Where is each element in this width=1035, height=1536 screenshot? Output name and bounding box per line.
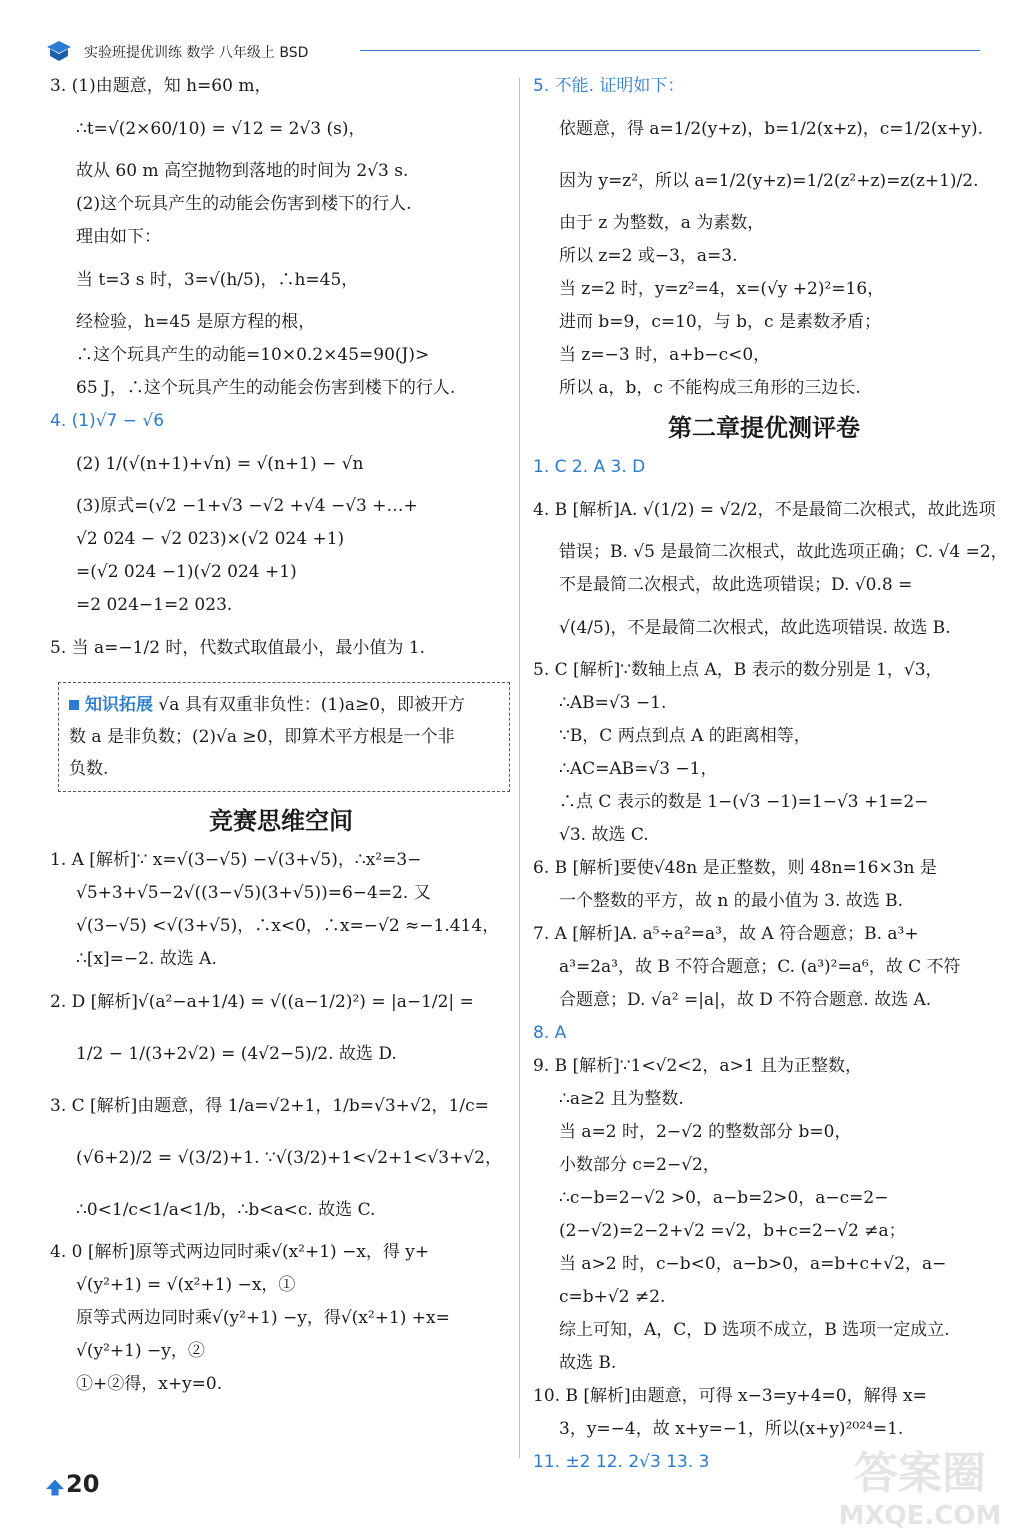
text-line: (2) 1/(√(n+1)+√n) = √(n+1) − √n [76, 454, 364, 474]
text-line: ①+②得，x+y=0. [76, 1374, 223, 1394]
watermark-logo [820, 1440, 1020, 1530]
watermark-text: 答案圈 [854, 1448, 986, 1499]
text-line: ∴t=√(2×60/10) = √12 = 2√3 (s)， [76, 119, 366, 139]
text-line: 当 a=2 时，2−√2 的整数部分 b=0， [559, 1122, 852, 1142]
text-line: 故选 B. [559, 1353, 617, 1373]
text-line: 65 J，∴这个玩具产生的动能会伤害到楼下的行人. [76, 378, 456, 398]
text-line: 1/2 − 1/(3+2√2) = (4√2−5)/2. 故选 D. [76, 1044, 397, 1064]
text-line: 2. D [解析]√(a²−a+1/4) = √((a−1/2)²) = |a−1/2| = [50, 992, 474, 1012]
text-line: ∴AB=√3 −1. [559, 693, 667, 713]
text-line: 当 z=−3 时，a+b−c<0， [559, 345, 771, 365]
text-line: ∴a≥2 且为整数. [559, 1089, 684, 1109]
text-line: √5+3+√5−2√((3−√5)(3+√5))=6−4=2. 又 [76, 883, 431, 903]
text-line: 4. (1)√7 − √6 [50, 411, 165, 431]
text-line: 理由如下： [76, 227, 161, 247]
text-line: 不是最简二次根式，故此选项错误；D. √0.8 = [559, 575, 913, 595]
text-line: =(√2 024 −1)(√2 024 +1) [76, 562, 297, 582]
text-line: ∴c−b=2−√2 >0，a−b=2>0，a−c=2− [559, 1188, 889, 1208]
text-line: 综上可知，A，C，D 选项不成立，B 选项一定成立. [559, 1320, 950, 1340]
answers-1-3: 1. C 2. A 3. D [533, 457, 646, 477]
text-line: 10. B [解析]由题意，可得 x−3=y+4=0，解得 x= [533, 1386, 927, 1406]
section-title: 第二章提优测评卷 [668, 414, 860, 442]
text-line: (2−√2)=2−2+√2 =√2，b+c=2−√2 ≠a； [559, 1221, 906, 1241]
answer-4 [533, 484, 1008, 654]
text-line: √(4/5)，不是最简二次根式，故此选项错误. 故选 B. [559, 618, 951, 638]
text-line: =2 024−1=2 023. [76, 595, 233, 615]
text-line: a³=2a³，故 B 不符合题意；C. (a³)²=a⁶，故 C 不符 [559, 957, 961, 977]
text-line: √(y²+1) −y，② [76, 1341, 205, 1361]
text-line: 当 t=3 s 时，3=√(h/5)，∴h=45， [76, 270, 359, 290]
text-line: 4. 0 [解析]原等式两边同时乘√(x²+1) −x，得 y+ [50, 1242, 430, 1262]
text-line: 3，y=−4，故 x+y=−1，所以(x+y)²⁰²⁴=1. [559, 1419, 904, 1439]
answer-8: 8. A [533, 1023, 567, 1043]
text-line: ∴AC=AB=√3 −1， [559, 759, 718, 779]
tip-line: 负数. [69, 759, 109, 779]
text-line: 由于 z 为整数，a 为素数， [559, 213, 765, 233]
contest-q4 [50, 1236, 512, 1401]
text-line: 因为 y=z²，所以 a=1/2(y+z)=1/2(z²+z)=z(z+1)/2. [559, 171, 979, 191]
text-line: ∴[x]=−2. 故选 A. [76, 949, 217, 969]
answer-7 [533, 918, 995, 1017]
question-5: 5. 当 a=−1/2 时，代数式取值最小，最小值为 1. [50, 638, 426, 658]
arrow-up-icon [46, 1480, 64, 1496]
text-line: 4. B [解析]A. √(1/2) = √2/2，不是最简二次根式，故此选项 [533, 500, 996, 520]
text-line: (3)原式=(√2 −1+√3 −√2 +√4 −√3 +…+ [76, 496, 418, 516]
tip-line: 数 a 是非负数；(2)√a ≥0，即算术平方根是一个非 [69, 727, 455, 747]
tip-text: √a 具有双重非负性：(1)a≥0，即被开方 [158, 695, 466, 715]
text-line: 错误；B. √5 是最简二次根式，故此选项正确；C. √4 =2， [559, 542, 1008, 562]
text-line: 合题意；D. √a² =|a|，故 D 不符合题意. 故选 A. [559, 990, 932, 1010]
text-line: 1. A [解析]∵ x=√(3−√5) −√(3+√5)，∴x²=3− [50, 850, 422, 870]
text-line: (2)这个玩具产生的动能会伤害到楼下的行人. [76, 194, 412, 214]
text-line: √(3−√5) <√(3+√5)，∴x<0，∴x=−√2 ≈−1.414， [76, 916, 500, 936]
left-column [50, 70, 512, 1401]
text-line: ∴这个玩具产生的动能=10×0.2×45=90(J)> [76, 345, 430, 365]
question-4 [50, 405, 512, 622]
answer-5 [533, 654, 995, 852]
answer-6 [533, 852, 995, 918]
text-line: √2 024 − √2 023)×(√2 024 +1) [76, 529, 345, 549]
text-line: 进而 b=9，c=10，与 b，c 是素数矛盾； [559, 312, 881, 332]
text-line: 6. B [解析]要使√48n 是正整数，则 48n=16×3n 是 [533, 858, 937, 878]
answers-11-13: 11. ±2 12. 2√3 13. 3 [533, 1452, 710, 1472]
text-line: 5. 不能. 证明如下： [533, 76, 685, 96]
text-line: (√6+2)/2 = √(3/2)+1. ∵√(3/2)+1<√2+1<√3+√2， [76, 1148, 502, 1168]
tip-label: 知识拓展 [85, 695, 153, 715]
answer-9 [533, 1050, 995, 1380]
page-number: 20 [66, 1470, 100, 1498]
text-line: 经检验，h=45 是原方程的根， [76, 312, 316, 332]
text-line: 一个整数的平方，故 n 的最小值为 3. 故选 B. [559, 891, 904, 911]
text-line: ∵B，C 两点到点 A 的距离相等， [559, 726, 811, 746]
page-header [40, 38, 990, 64]
text-line: c=b+√2 ≠2. [559, 1287, 666, 1307]
text-line: 7. A [解析]A. a⁵÷a²=a³，故 A 符合题意；B. a³+ [533, 924, 919, 944]
text-line: 5. C [解析]∵数轴上点 A，B 表示的数分别是 1，√3， [533, 660, 943, 680]
header-rule [360, 50, 980, 51]
text-line: 故从 60 m 高空抛物到落地的时间为 2√3 s. [76, 161, 409, 181]
question-5-proof [533, 70, 995, 405]
contest-q2 [50, 976, 512, 1080]
text-line: 所以 z=2 或−3，a=3. [559, 246, 738, 266]
right-column [533, 70, 1008, 1479]
contest-q1 [50, 844, 512, 976]
book-title: 实验班提优训练 数学 八年级上 BSD [84, 45, 309, 61]
answer-10 [533, 1380, 995, 1446]
text-line: 9. B [解析]∵1<√2<2，a>1 且为正整数， [533, 1056, 862, 1076]
text-line: 3. C [解析]由题意，得 1/a=√2+1，1/b=√3+√2，1/c= [50, 1096, 489, 1116]
square-bullet-icon [69, 700, 79, 710]
text-line: 依题意，得 a=1/2(y+z)，b=1/2(x+z)，c=1/2(x+y). [559, 119, 983, 139]
tip-line [69, 689, 499, 721]
section-title: 竞赛思维空间 [209, 807, 353, 835]
text-line: 当 z=2 时，y=z²=4，x=(√y +2)²=16， [559, 279, 885, 299]
page-footer [46, 1470, 99, 1498]
text-line: 小数部分 c=2−√2， [559, 1155, 720, 1175]
text-line: 当 a>2 时，c−b<0，a−b>0，a=b+c+√2，a− [559, 1254, 947, 1274]
text-line: √3. 故选 C. [559, 825, 649, 845]
text-line: 原等式两边同时乘√(y²+1) −y，得√(x²+1) +x= [76, 1308, 450, 1328]
contest-q3 [50, 1080, 512, 1236]
watermark-sub: MXQE.COM [838, 1501, 1002, 1530]
knowledge-tip-box [58, 682, 510, 792]
text-line: ∴点 C 表示的数是 1−(√3 −1)=1−√3 +1=2− [559, 792, 929, 812]
text-line: 3. (1)由题意，知 h=60 m， [50, 76, 272, 96]
question-3 [50, 70, 512, 405]
book-logo-icon [46, 40, 72, 62]
text-line: √(y²+1) = √(x²+1) −x，① [76, 1275, 296, 1295]
text-line: ∴0<1/c<1/a<1/b，∴b<a<c. 故选 C. [76, 1200, 376, 1220]
column-divider [519, 78, 520, 1458]
text-line: 所以 a，b，c 不能构成三角形的三边长. [559, 378, 861, 398]
